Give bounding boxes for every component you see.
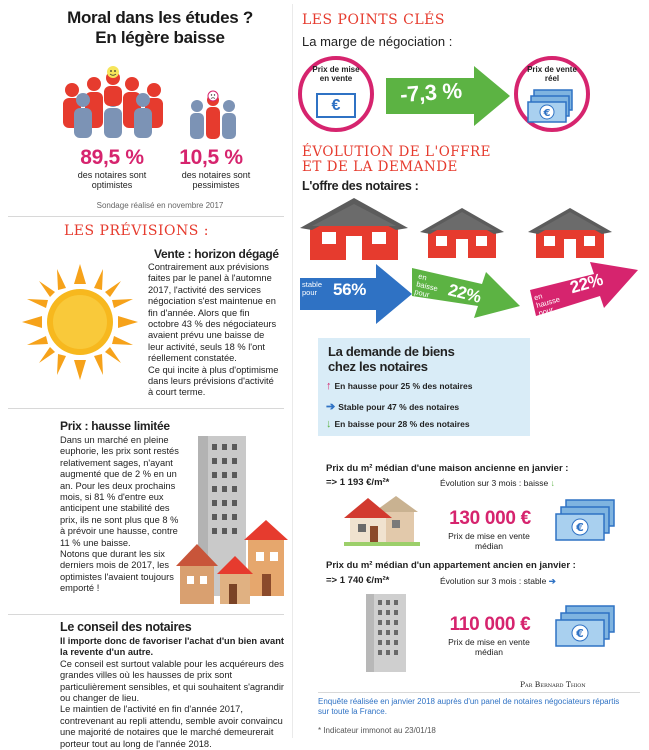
house-icon [344,492,420,546]
optimists-percent: 89,5 % [80,146,144,169]
maison-evolution-text: Évolution sur 3 mois : baisse [440,478,549,488]
svg-text:€: € [576,627,584,640]
vente-paragraph-1: Contrairement aux prévisions faites par le panel à l'automne 2017, l'activité des services négociation s'est maintenue en fin d'année. Alors que fin octobre 43 % des négociateurs avaient prévu une baisse de leur activité, seuls 18 % l'ont réellement constatée. [148,262,277,364]
divider [318,692,640,693]
pessimists-people-illustration [187,88,239,144]
evolution-header [302,145,491,175]
demande-title [328,344,455,374]
divider [8,216,284,217]
conseil-paragraph-2: Le maintien de l'activité en fin d'année 2017, contrevenant au repli attendu, semble avoir convaincu une majorité de notaires que le marché demeurerait porteur tout au long de l'année 2018. [60,704,283,749]
offre-stable-value: 56% [333,280,367,299]
moral-title-line1: Moral dans les études ? [67,8,253,27]
maison-evolution [440,478,555,488]
arrow-down-icon: ↓ [550,478,555,488]
prix-vente-reel-circle [514,56,590,132]
maison-title: Prix du m² médian d'une maison ancienne en janvier : [326,463,569,474]
conseil-title: Le conseil des notaires [60,620,192,634]
conseil-lead: Il importe donc de favoriser l'achat d'un bien avant la revente d'un autre. [60,636,284,658]
appartement-title: Prix du m² médian d'un appartement ancien en janvier : [326,560,576,571]
maison-median-label: Prix de mise en vente médian [448,531,530,551]
appartement-median-price: 110 000 € [449,614,531,635]
arrow-up-icon: ↑ [326,380,332,392]
evolution-header-line2: ET DE LA DEMANDE [302,159,458,175]
arrow-right-icon: ➔ [548,576,556,586]
sun-icon [20,262,140,382]
vente-text [148,262,280,399]
vente-paragraph-2: Ce qui incite à plus d'optimisme dans leurs prévisions d'activité à court terme. [148,364,279,398]
maison-median-price: 130 000 € [449,508,531,529]
conseil-text [60,636,292,750]
pessimists-label: des notaires sont pessimistes [181,170,251,190]
optimists-label: des notaires sont optimistes [77,170,147,190]
moral-title [40,8,280,48]
marge-label: La marge de négociation : [302,34,453,49]
banknotes-icon [556,604,618,650]
demande-title-line2: chez les notaires [328,359,428,374]
house-icon [420,206,504,258]
offre-baisse-value: 22% [446,280,484,307]
marge-value: -7,3 % [399,77,463,108]
divider [8,614,284,615]
divider [8,408,284,409]
points-cles-header: LES POINTS CLÉS [302,12,445,28]
pessimists-percent: 10,5 % [179,146,243,169]
prix-mise-en-vente-label: Prix de mise en vente [312,65,360,83]
optimists-people-illustration [58,62,168,142]
prix-paragraph-1: Dans un marché en pleine euphorie, les prix sont restés relativement sages, n'ayant augmenté que de 2 % en un an. Pour les deux prochains mois, si 81 % d'entre eux anticipent une stabilité des prix, ils ne sont plus que 8 % à prévoir une hausse, contre 11 % une baisse. [60,435,179,548]
prix-mise-en-vente-circle [298,56,374,132]
demande-item-text: En hausse pour 25 % des notaires [334,381,473,391]
demande-item-text: Stable pour 47 % des notaires [338,401,460,412]
demande-item-hausse [326,380,472,392]
appartement-evolution [440,576,556,587]
offre-baisse-label: en baisse pour [413,271,439,300]
conseil-paragraph-1: Ce conseil est surtout valable pour les acquéreurs des grandes villes où les hausses de prix sont particulièrement sensibles, et qui souhaitent s'agrandir ou changer de lieu. [60,658,284,704]
demande-title-line1: La demande de biens [328,344,455,359]
prix-text [60,435,185,595]
demande-item-text: En baisse pour 28 % des notaires [334,419,470,429]
prix-vente-reel-label: Prix de vente réel [527,65,577,83]
demande-item-baisse [326,418,470,430]
survey-note: Sondage réalisé en novembre 2017 [96,201,224,210]
footer-asterisk: * Indicateur immonot au 23/01/18 [318,726,436,735]
city-buildings-illustration [176,432,288,608]
svg-text:€: € [543,108,551,119]
prix-title: Prix : hausse limitée [60,419,170,433]
demande-item-stable [326,400,459,413]
banknotes-icon [528,88,576,124]
apartment-building-icon [360,590,414,672]
moral-title-line2: En légère baisse [95,28,225,47]
appartement-median-label: Prix de mise en vente médian [448,637,530,657]
arrow-down-icon: ↓ [326,418,332,430]
maison-price-m2: => 1 193 €/m²* [326,477,390,488]
euro-note-icon: € [316,93,356,118]
prix-paragraph-2: Notons que durant les six derniers mois de 2017, les optimistes l'avaient toujours emporté ! [60,549,174,594]
previsions-header: LES PRÉVISIONS : [64,223,209,239]
svg-text:€: € [576,521,584,534]
appartement-price-m2: => 1 740 €/m²* [326,575,390,586]
offre-label: L'offre des notaires : [302,179,419,193]
banknotes-icon [556,498,618,544]
offre-hausse-label: en hausse pour [532,291,561,318]
column-divider [292,4,293,738]
arrow-right-icon: ➔ [326,401,336,413]
house-icon [300,196,408,260]
evolution-header-line1: ÉVOLUTION DE L'OFFRE [302,144,492,160]
vente-title: Vente : horizon dégagé [154,247,279,261]
offre-stable-label: stable pour [302,280,323,297]
appartement-evolution-text: Évolution sur 3 mois : stable [440,576,547,586]
author-credit: Par Bernard Thion [520,680,586,689]
footer-note: Enquête réalisée en janvier 2018 auprès d'un panel de notaires négociateurs répartis sur toute la France. [318,697,620,716]
demande-box [318,338,530,436]
offre-hausse-value: 22% [567,269,605,298]
house-icon [528,206,612,258]
